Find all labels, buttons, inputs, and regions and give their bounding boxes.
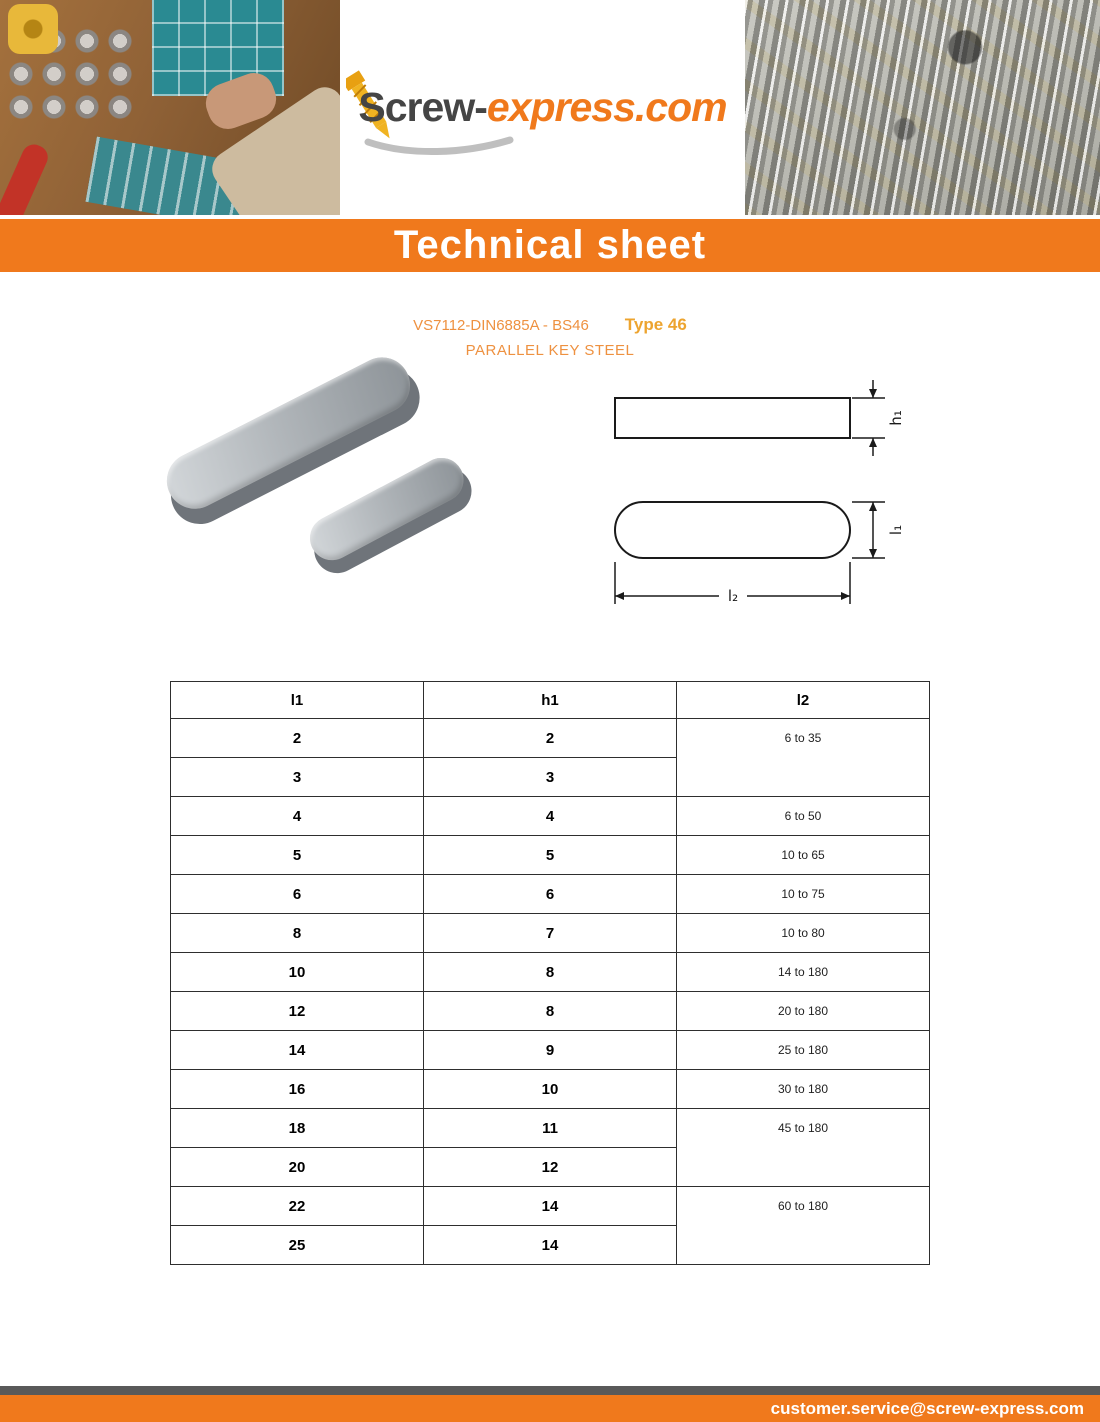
logo <box>340 0 745 215</box>
top-view-shape <box>615 502 885 604</box>
product-reference: VS7112-DIN6885A - BS46 <box>413 317 589 334</box>
cell-h1: 10 <box>424 1070 677 1109</box>
cell-l1: 8 <box>171 914 424 953</box>
product-title-block <box>0 315 1100 359</box>
logo-text <box>358 84 726 131</box>
spec-table-wrap <box>170 681 930 1265</box>
spec-table-head <box>171 682 930 719</box>
cell-l1: 5 <box>171 836 424 875</box>
cell-l1: 25 <box>171 1226 424 1265</box>
cell-l1: 14 <box>171 1031 424 1070</box>
dim-label-h1: h₁ <box>887 410 905 426</box>
table-row <box>171 875 930 914</box>
cell-h1: 11 <box>424 1109 677 1148</box>
header-row <box>171 682 930 719</box>
cell-l1: 3 <box>171 758 424 797</box>
spec-table-body <box>171 719 930 1265</box>
table-row <box>171 992 930 1031</box>
product-title-line <box>0 315 1100 335</box>
table-row <box>171 1187 930 1226</box>
logo-text-express: express.com <box>486 84 727 130</box>
col-header-l1: l1 <box>171 682 424 719</box>
cell-h1: 5 <box>424 836 677 875</box>
cell-l1: 4 <box>171 797 424 836</box>
cell-h1: 14 <box>424 1187 677 1226</box>
cell-h1: 12 <box>424 1148 677 1187</box>
spec-table <box>170 681 930 1265</box>
cell-l1: 22 <box>171 1187 424 1226</box>
cell-h1: 7 <box>424 914 677 953</box>
cell-l1: 18 <box>171 1109 424 1148</box>
footer-bar <box>0 1395 1100 1422</box>
cell-l2: 14 to 180 <box>677 953 930 992</box>
side-view-shape <box>615 380 885 456</box>
cell-l2: 6 to 35 <box>677 719 930 797</box>
cell-l1: 20 <box>171 1148 424 1187</box>
photo-right-screws <box>745 0 1100 215</box>
cell-l2: 10 to 65 <box>677 836 930 875</box>
cell-l2: 30 to 180 <box>677 1070 930 1109</box>
col-header-h1: h1 <box>424 682 677 719</box>
red-tool-decor <box>0 141 52 215</box>
cell-l1: 6 <box>171 875 424 914</box>
table-row <box>171 953 930 992</box>
cell-l1: 10 <box>171 953 424 992</box>
cell-l1: 16 <box>171 1070 424 1109</box>
cell-l1: 12 <box>171 992 424 1031</box>
cell-h1: 14 <box>424 1226 677 1265</box>
table-row <box>171 1031 930 1070</box>
table-row <box>171 797 930 836</box>
table-row <box>171 719 930 758</box>
product-name: PARALLEL KEY STEEL <box>465 342 635 359</box>
cell-l2: 60 to 180 <box>677 1187 930 1265</box>
photo-left-workbench <box>0 0 340 215</box>
cell-l2: 10 to 80 <box>677 914 930 953</box>
dim-label-l1: l₁ <box>887 524 905 536</box>
contact-email: customer.service@screw-express.com <box>770 1398 1084 1418</box>
logo-swoosh <box>364 136 514 158</box>
logo-text-screw: Screw- <box>358 84 487 130</box>
top-view-drawing <box>605 492 915 617</box>
table-row <box>171 1109 930 1148</box>
table-row <box>171 836 930 875</box>
cell-l2: 20 to 180 <box>677 992 930 1031</box>
table-row <box>171 914 930 953</box>
side-view-drawing <box>605 378 915 468</box>
cell-l2: 25 to 180 <box>677 1031 930 1070</box>
banner <box>0 219 1100 272</box>
cell-h1: 8 <box>424 992 677 1031</box>
cell-h1: 2 <box>424 719 677 758</box>
tape-measure-decor <box>8 4 58 54</box>
header <box>0 0 1100 215</box>
cell-h1: 6 <box>424 875 677 914</box>
cell-l2: 10 to 75 <box>677 875 930 914</box>
col-header-l2: l2 <box>677 682 930 719</box>
cell-h1: 3 <box>424 758 677 797</box>
product-type: Type 46 <box>624 315 687 334</box>
dim-label-l2: l₂ <box>727 587 739 605</box>
cell-h1: 8 <box>424 953 677 992</box>
cell-h1: 4 <box>424 797 677 836</box>
cell-l2: 45 to 180 <box>677 1109 930 1187</box>
footer-gray-bar <box>0 1386 1100 1395</box>
product-photo-keys <box>155 358 500 606</box>
cell-h1: 9 <box>424 1031 677 1070</box>
table-row <box>171 1070 930 1109</box>
cell-l1: 2 <box>171 719 424 758</box>
banner-title: Technical sheet <box>393 223 707 267</box>
cell-l2: 6 to 50 <box>677 797 930 836</box>
